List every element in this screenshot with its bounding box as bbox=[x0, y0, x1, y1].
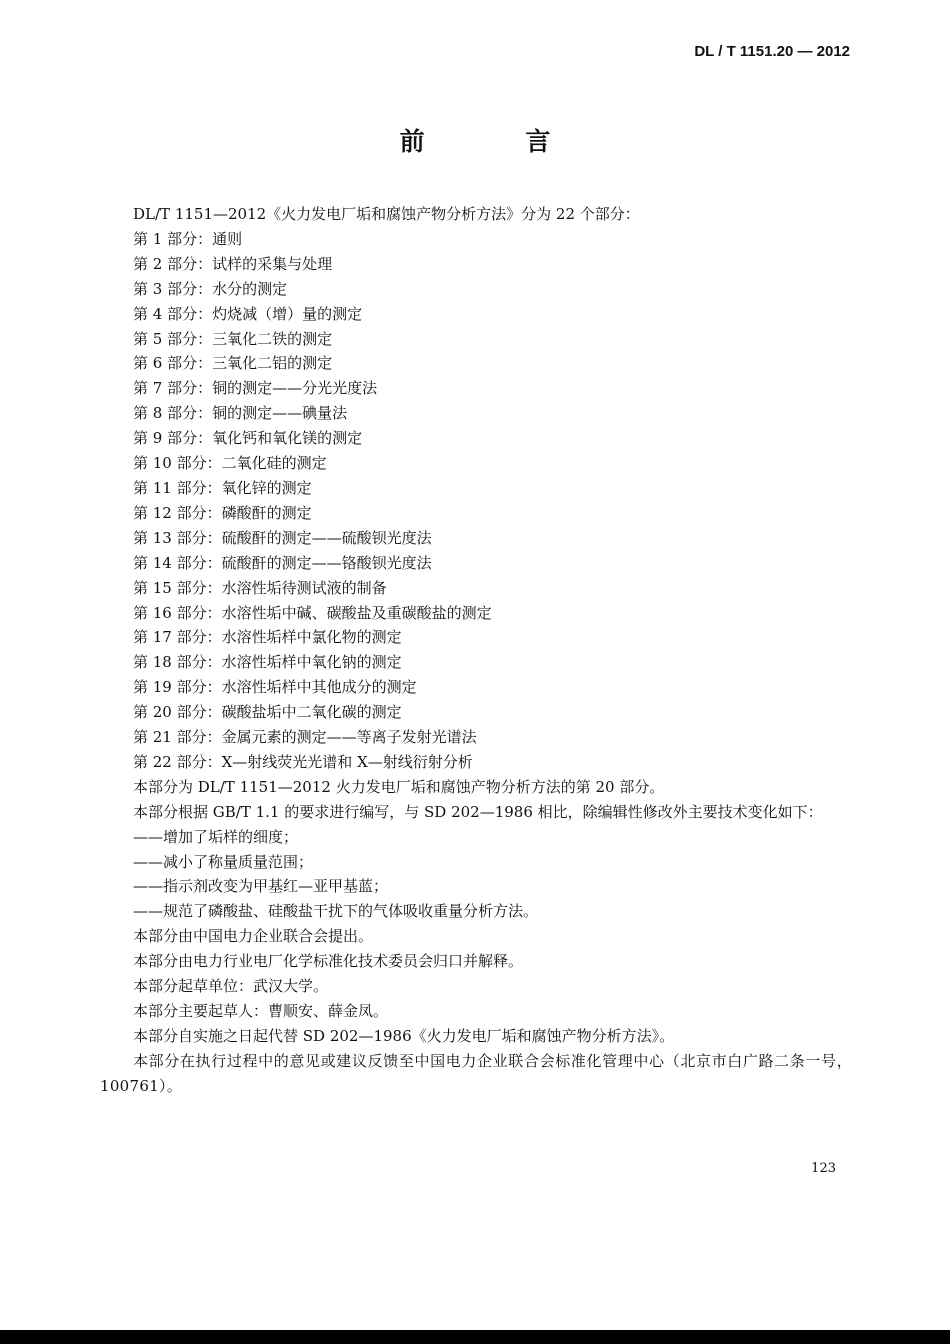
part-list-item: 第 12 部分：磷酸酐的测定 bbox=[133, 503, 312, 522]
intro-paragraph: DL/T 1151—2012《火力发电厂垢和腐蚀产物分析方法》分为 22 个部分： bbox=[133, 205, 640, 223]
statement: 本部分由中国电力企业联合会提出。 bbox=[133, 927, 374, 946]
part-list-item: 第 21 部分：金属元素的测定——等离子发射光谱法 bbox=[133, 728, 477, 747]
part-list-item: 第 10 部分：二氧化硅的测定 bbox=[133, 454, 327, 473]
statement: 本部分自实施之日起代替 SD 202—1986《火力发电厂垢和腐蚀产物分析方法》。 bbox=[133, 1026, 675, 1045]
change-item: ——指示剂改变为甲基红—亚甲基蓝； bbox=[133, 877, 389, 896]
part-list-item: 第 11 部分：氧化锌的测定 bbox=[133, 478, 312, 497]
statement: 本部分由电力行业电厂化学标准化技术委员会归口并解释。 bbox=[133, 952, 524, 971]
change-item: ——减小了称量质量范围； bbox=[133, 852, 314, 871]
part-list-item: 第 6 部分：三氧化二铝的测定 bbox=[133, 354, 333, 373]
part-list-item: 第 1 部分：通则 bbox=[133, 229, 243, 248]
part-list-item: 第 7 部分：铜的测定——分光光度法 bbox=[133, 379, 378, 398]
part-list-item: 第 22 部分：X—射线荧光光谱和 X—射线衍射分析 bbox=[133, 752, 473, 771]
part-list-item: 第 3 部分：水分的测定 bbox=[133, 279, 288, 298]
change-item: ——增加了垢样的细度； bbox=[133, 827, 299, 846]
part-list-item: 第 9 部分：氧化钙和氧化镁的测定 bbox=[133, 429, 363, 448]
part-list-item: 第 8 部分：铜的测定——碘量法 bbox=[133, 404, 348, 423]
statement-part: 本部分为 DL/T 1151—2012 火力发电厂垢和腐蚀产物分析方法的第 20 部分。 bbox=[133, 777, 665, 796]
part-list-item: 第 4 部分：灼烧减（增）量的测定 bbox=[133, 304, 363, 323]
part-list-item: 第 2 部分：试样的采集与处理 bbox=[133, 254, 333, 273]
foreword-body bbox=[100, 202, 852, 1099]
feedback-paragraph: 本部分在执行过程中的意见或建议反馈至中国电力企业联合会标准化管理中心（北京市白广路二条一号，100761）。 bbox=[100, 1051, 852, 1095]
part-list-item: 第 5 部分：三氧化二铁的测定 bbox=[133, 329, 333, 348]
statement-changes: 本部分根据 GB/T 1.1 的要求进行编写，与 SD 202—1986 相比，除编辑性修改外主要技术变化如下： bbox=[133, 802, 823, 821]
statement: 本部分主要起草人：曹顺安、薛金凤。 bbox=[133, 1002, 389, 1020]
part-list-item: 第 13 部分：硫酸酐的测定——硫酸钡光度法 bbox=[133, 528, 432, 547]
standard-code: DL / T 1151.20 — 2012 bbox=[694, 43, 850, 60]
statement: 本部分起草单位：武汉大学。 bbox=[133, 977, 329, 996]
part-list-item: 第 15 部分：水溶性垢待测试液的制备 bbox=[133, 578, 387, 597]
part-list-item: 第 20 部分：碳酸盐垢中二氧化碳的测定 bbox=[133, 703, 402, 722]
change-item: ——规范了磷酸盐、硅酸盐干扰下的气体吸收重量分析方法。 bbox=[133, 902, 539, 921]
page-title: 前 言 bbox=[399, 127, 597, 156]
part-list-item: 第 16 部分：水溶性垢中碱、碳酸盐及重碳酸盐的测定 bbox=[133, 603, 492, 622]
page-number: 123 bbox=[811, 1161, 836, 1176]
part-list-item: 第 18 部分：水溶性垢样中氧化钠的测定 bbox=[133, 653, 402, 672]
part-list-item: 第 14 部分：硫酸酐的测定——铬酸钡光度法 bbox=[133, 553, 432, 572]
part-list-item: 第 17 部分：水溶性垢样中氯化物的测定 bbox=[133, 628, 402, 647]
part-list-item: 第 19 部分：水溶性垢样中其他成分的测定 bbox=[133, 678, 417, 697]
bottom-border bbox=[0, 1330, 950, 1344]
